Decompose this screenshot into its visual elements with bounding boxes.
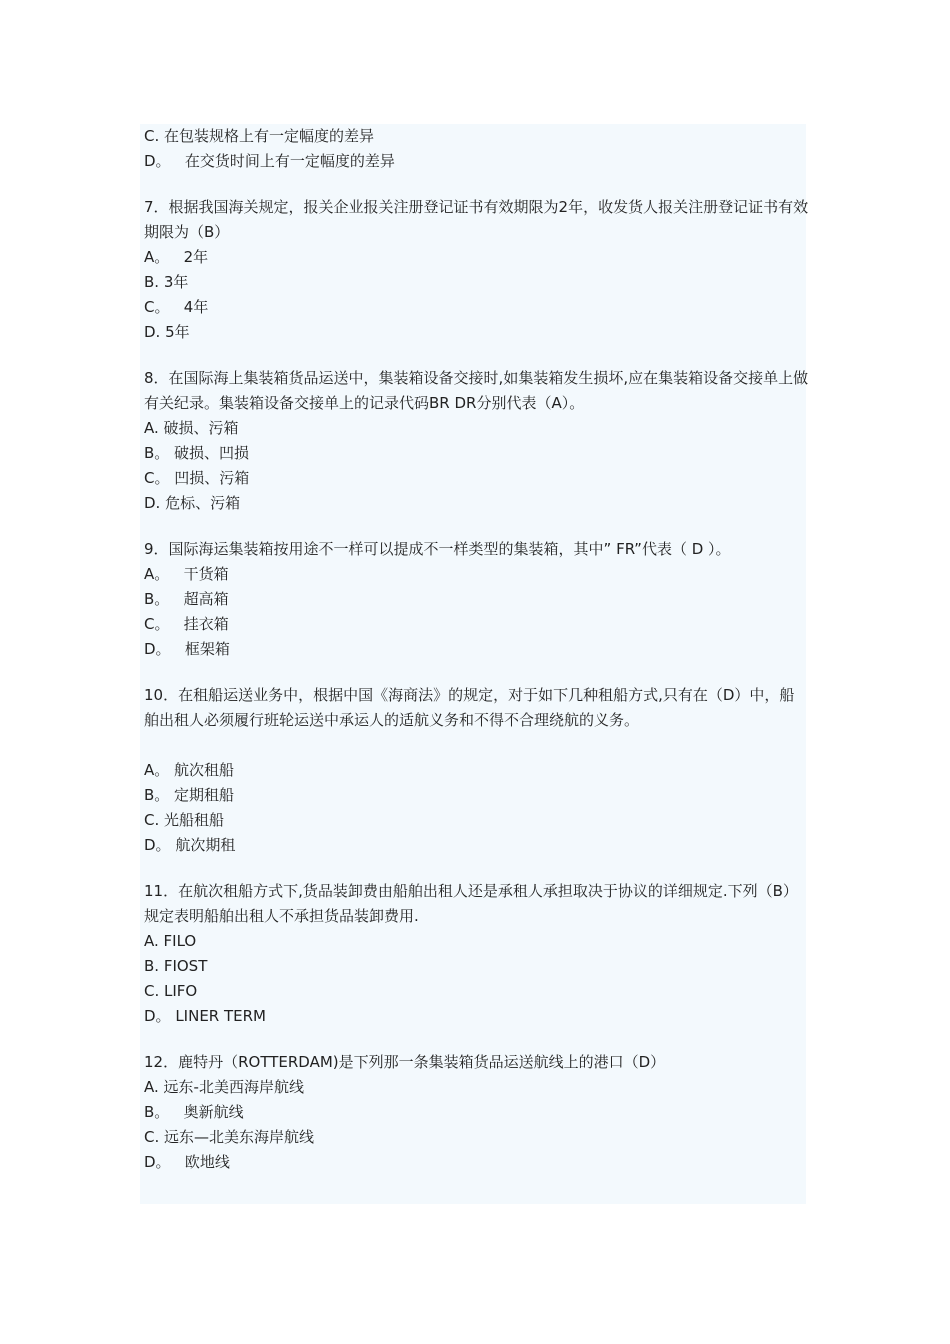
option-c: C. LIFO [144, 982, 198, 1000]
option-d: D. 5年 [144, 323, 190, 341]
option-a: A。 干货箱 [144, 565, 229, 583]
option-d: D。 航次期租 [144, 836, 236, 854]
question-7 [144, 195, 809, 345]
question-stem: 10．在租船运送业务中，根据中国《海商法》的规定，对于如下几种租船方式,只有在（D）中，船舶出租人必须履行班轮运送中承运人的适航义务和不得不合理绕航的义务。 [144, 686, 795, 729]
option-d: D. 危标、污箱 [144, 494, 241, 512]
option-d: D。 框架箱 [144, 640, 230, 658]
question-stem: 7．根据我国海关规定，报关企业报关注册登记证书有效期限为2年，收发货人报关注册登记证书有效期限为（B） [144, 198, 809, 241]
option-a: A。 2年 [144, 248, 209, 266]
option-b: B。 奥新航线 [144, 1103, 244, 1121]
question-12 [144, 1050, 809, 1175]
question-9 [144, 537, 809, 662]
option-a: A. 破损、污箱 [144, 419, 239, 437]
option-c: C。 凹损、污箱 [144, 469, 250, 487]
option-c: C. 光船租船 [144, 811, 225, 829]
question-11 [144, 879, 809, 1029]
option-b: B. 3年 [144, 273, 189, 291]
option-a: A. FILO [144, 932, 197, 950]
option-line: D。 在交货时间上有一定幅度的差异 [144, 152, 395, 170]
option-a: A。 航次租船 [144, 761, 235, 779]
option-b: B. FIOST [144, 957, 208, 975]
question-8 [144, 366, 809, 516]
blank-line [144, 733, 809, 758]
question-stem: 12．鹿特丹（ROTTERDAM)是下列那一条集装箱货品运送航线上的港口（D） [144, 1053, 666, 1071]
question-stem: 9．国际海运集装箱按用途不一样可以提成不一样类型的集装箱，其中” FR”代表（ D ）。 [144, 540, 731, 558]
option-d: D。 欧地线 [144, 1153, 230, 1171]
option-c: C。 挂衣箱 [144, 615, 229, 633]
question-stem: 11．在航次租船方式下,货品装卸费由船舶出租人还是承租人承担取决于协议的详细规定.下列（B）规定表明船舶出租人不承担货品装卸费用. [144, 882, 798, 925]
question-10 [144, 683, 809, 858]
document-body [144, 124, 809, 1175]
option-b: B。 超高箱 [144, 590, 229, 608]
option-a: A. 远东-北美西海岸航线 [144, 1078, 304, 1096]
option-b: B。 破损、凹损 [144, 444, 250, 462]
option-c: C。 4年 [144, 298, 209, 316]
option-d: D。 LINER TERM [144, 1007, 266, 1025]
option-line: C. 在包装规格上有一定幅度的差异 [144, 127, 375, 145]
option-c: C. 远东—北美东海岸航线 [144, 1128, 315, 1146]
option-b: B。 定期租船 [144, 786, 235, 804]
question-stem: 8．在国际海上集装箱货品运送中，集装箱设备交接时,如集装箱发生损坏,应在集装箱设备交接单上做有关纪录。集装箱设备交接单上的记录代码BR DR分别代表（A）。 [144, 369, 809, 412]
